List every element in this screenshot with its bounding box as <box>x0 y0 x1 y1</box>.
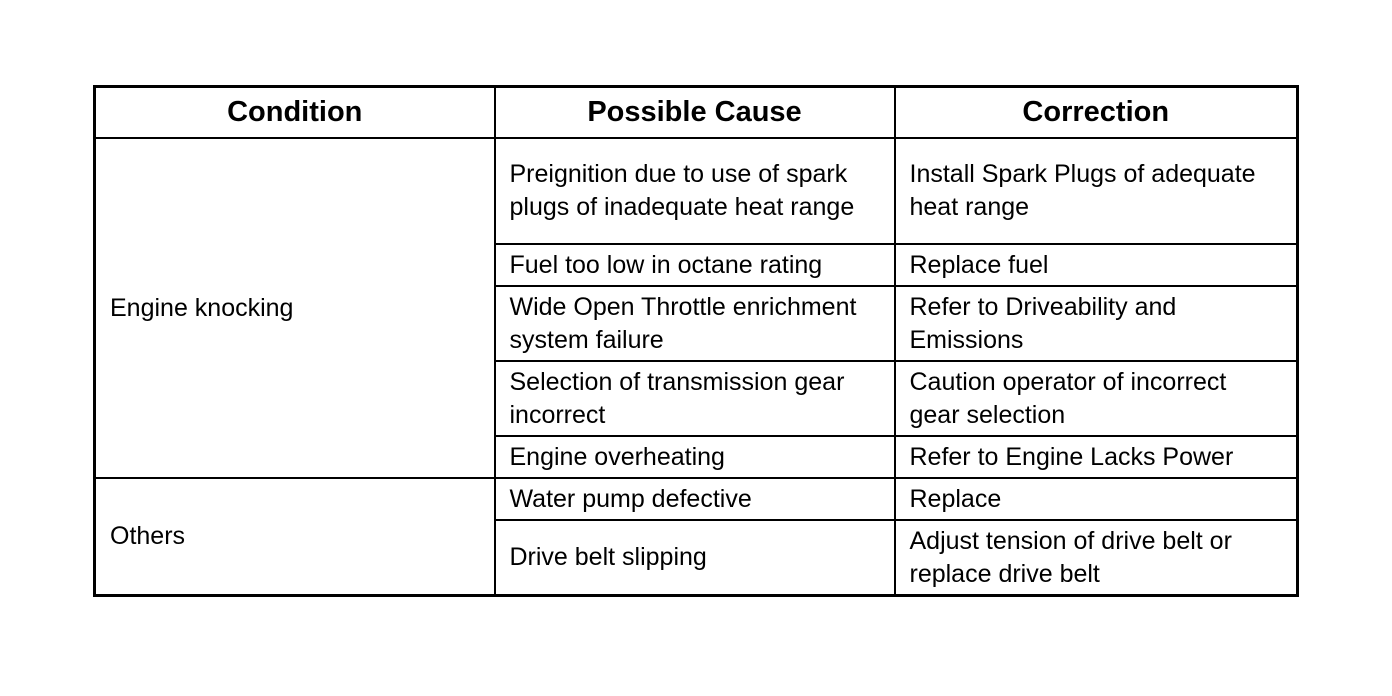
header-possible-cause: Possible Cause <box>495 87 895 139</box>
header-row <box>95 87 1298 139</box>
correction-cell: Caution operator of incorrect gear selection <box>895 361 1298 436</box>
correction-cell: Install Spark Plugs of adequate heat range <box>895 138 1298 244</box>
table-row <box>95 478 1298 520</box>
cause-cell: Engine overheating <box>495 436 895 478</box>
condition-cell: Others <box>95 478 495 596</box>
cause-cell: Wide Open Throttle enrichment system failure <box>495 286 895 361</box>
correction-cell: Replace <box>895 478 1298 520</box>
diagnosis-table <box>93 85 1299 597</box>
cause-cell: Fuel too low in octane rating <box>495 244 895 286</box>
correction-cell: Refer to Engine Lacks Power <box>895 436 1298 478</box>
correction-cell: Refer to Driveability and Emissions <box>895 286 1298 361</box>
cause-cell: Selection of transmission gear incorrect <box>495 361 895 436</box>
table-row <box>95 138 1298 244</box>
cause-cell: Preignition due to use of spark plugs of inadequate heat range <box>495 138 895 244</box>
header-condition: Condition <box>95 87 495 139</box>
cause-cell: Water pump defective <box>495 478 895 520</box>
header-correction: Correction <box>895 87 1298 139</box>
cause-cell: Drive belt slipping <box>495 520 895 596</box>
correction-cell: Adjust tension of drive belt or replace drive belt <box>895 520 1298 596</box>
condition-cell: Engine knocking <box>95 138 495 478</box>
correction-cell: Replace fuel <box>895 244 1298 286</box>
